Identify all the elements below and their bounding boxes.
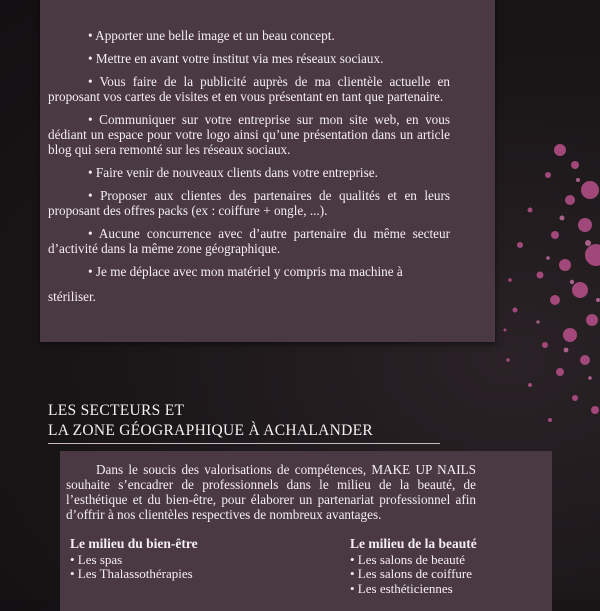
list-item: • Les salons de beauté [350, 551, 466, 567]
benefits-list [48, 28, 450, 317]
list-item: • Mettre en avant votre institut via mes réseaux sociaux. [88, 51, 384, 66]
list-item: • Vous faire de la publicité auprès de ma clientèle actuelle en proposant vos cartes de visites et en vous présentant en tant que partenaire. [48, 74, 450, 104]
list-item: • Aucune concurrence avec d’autre partenaire du même secteur d’activité dans la même zone géographique. [48, 226, 450, 256]
section-heading-line2: LA ZONE GÉOGRAPHIQUE À ACHALANDER [48, 422, 374, 439]
intro-paragraph: Dans le soucis des valorisations de compétences, MAKE UP NAILS souhaite s’encadrer de professionnels dans le milieu de la beauté, de l’esthétique et du bien-être, pour élaborer un partenariat professionnel afin d’offrir à nos clientèles respectives de nombreux avantages. [66, 462, 476, 522]
list-item: • Apporter une belle image et un beau concept. [88, 28, 335, 43]
list-item: • Les Thalassothérapies [70, 566, 193, 581]
list-item: • Je me déplace avec mon matériel y compris ma machine à [88, 264, 403, 279]
section-heading [48, 401, 468, 441]
list-item-continuation: stériliser. [48, 289, 96, 304]
list-item: • Les esthéticiennes [350, 580, 453, 596]
list-item: • Les spas [70, 551, 123, 567]
list-item: • Les salons de coiffure [350, 566, 472, 581]
list-item: • Faire venir de nouveaux clients dans votre entreprise. [88, 165, 378, 180]
wellness-column [70, 537, 300, 582]
column-title: Le milieu de la beauté [350, 536, 477, 551]
heading-divider [48, 443, 440, 444]
list-item: • Proposer aux clientes des partenaires de qualités et en leurs proposant des offres packs (ex : coiffure + ongle, ...). [48, 188, 450, 218]
column-title: Le milieu du bien-être [70, 536, 198, 551]
section-heading-line1: LES SECTEURS ET [48, 402, 185, 419]
beauty-column [350, 537, 550, 596]
list-item: • Communiquer sur votre entreprise sur mon site web, en vous dédiant un espace pour votre logo ainsi qu’une présentation dans un article blog qui sera remonté sur les réseaux sociaux. [48, 112, 450, 157]
